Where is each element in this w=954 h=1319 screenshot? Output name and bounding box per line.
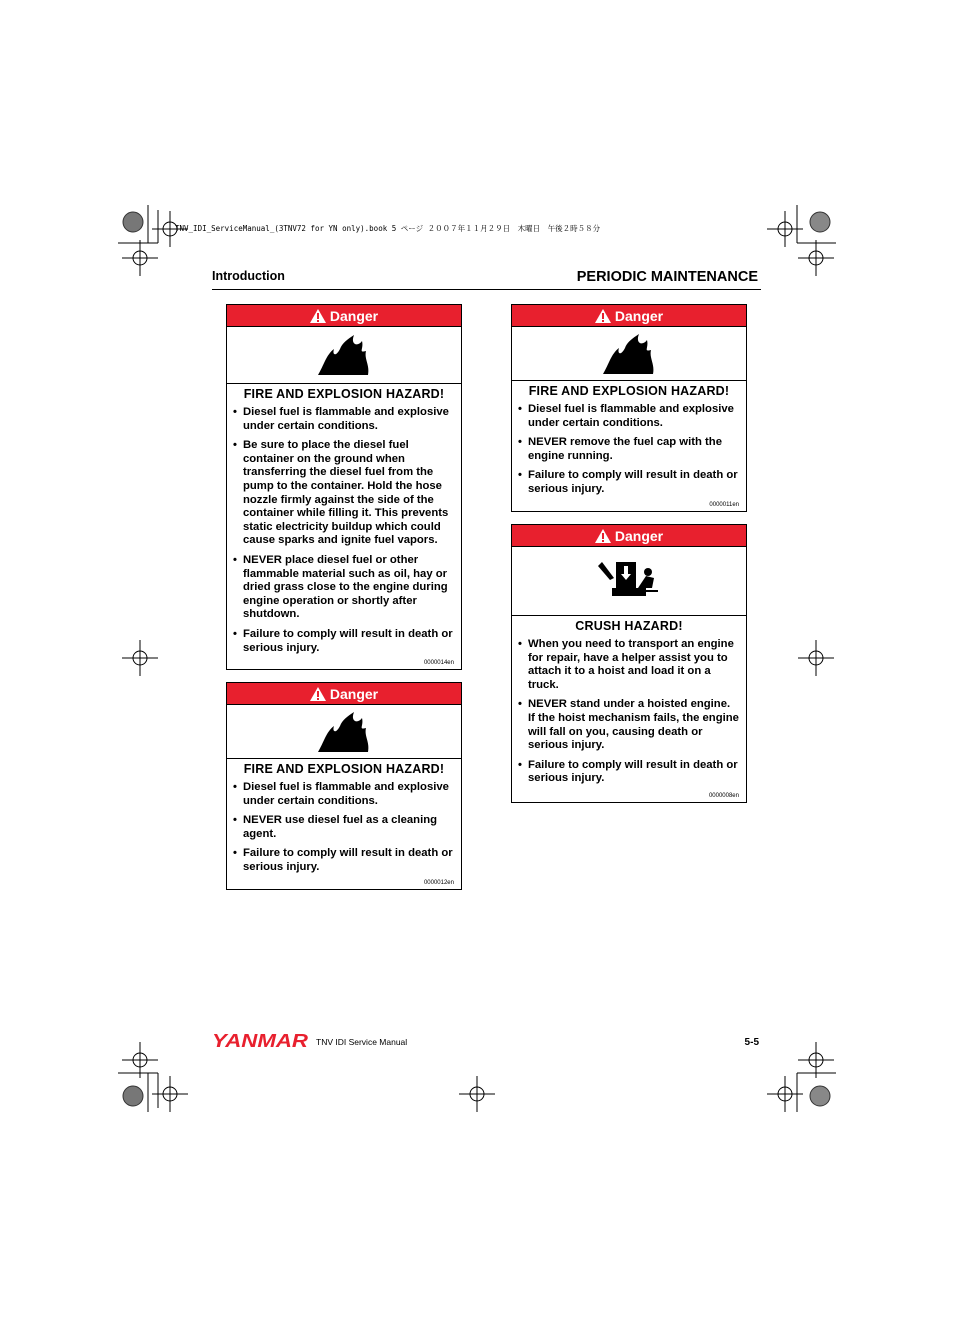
manual-title: TNV IDI Service Manual [316, 1037, 408, 1047]
list-item: • NEVER stand under a hoisted engine. If the hoist mechanism fails, the engine will fall on you, causing death or serious injury. [520, 698, 740, 752]
signal-word: Danger [329, 685, 379, 702]
hazard-title: FIRE AND EXPLOSION HAZARD! [243, 387, 445, 401]
print-info-line: TNV_IDI_ServiceManual_(3TNV72 for YN only).book 5 ページ ２００７年１１月２９日 木曜日 午後２時５８分 [175, 224, 601, 233]
list-item: • NEVER place diesel fuel or other flammable material such as oil, hay or dried grass close to the engine during engine operation or shortly after shutdown. [235, 554, 455, 622]
danger-banner [512, 525, 746, 546]
chapter-title: PERIODIC MAINTENANCE [576, 269, 758, 285]
warning-icon [310, 687, 326, 701]
label-code: 0000014en [423, 660, 454, 666]
list-item: • Failure to comply will result in death or serious injury. [520, 469, 740, 496]
fire-icon [318, 712, 370, 752]
warning-icon [595, 529, 611, 543]
section-title: Introduction [212, 269, 285, 283]
danger-banner [512, 305, 746, 326]
danger-banner [227, 305, 461, 326]
warning-icon [595, 309, 611, 323]
list-item: • Failure to comply will result in death or serious injury. [235, 628, 455, 655]
list-item: • Diesel fuel is flammable and explosive under certain conditions. [235, 781, 455, 808]
bullet-list [512, 638, 746, 786]
list-item: • Diesel fuel is flammable and explosive under certain conditions. [520, 403, 740, 430]
pictogram-area [227, 704, 461, 759]
bullet-list [227, 781, 461, 875]
list-item: • NEVER use diesel fuel as a cleaning agent. [235, 814, 455, 841]
hazard-title: FIRE AND EXPLOSION HAZARD! [243, 762, 445, 776]
list-item: • Failure to comply will result in death or serious injury. [520, 759, 740, 786]
bullet-list [512, 403, 746, 497]
signal-word: Danger [614, 527, 664, 544]
signal-word: Danger [329, 307, 379, 324]
label-code: 0000008en [708, 793, 739, 799]
warning-icon [310, 309, 326, 323]
pictogram-area [227, 326, 461, 384]
list-item: • Be sure to place the diesel fuel container on the ground when transferring the diesel fuel from the pump to the container. Hold the hose nozzle firmly against the side of the container while filling it. This prevents static electricity buildup which could cause sparks and ignite fuel vapors. [235, 439, 455, 548]
list-item: • When you need to transport an engine for repair, have a helper assist you to attach it to a hoist and load it on a truck. [520, 638, 740, 692]
label-code: 0000012en [423, 880, 454, 886]
list-item: • Diesel fuel is flammable and explosive under certain conditions. [235, 406, 455, 433]
header-rule [212, 289, 761, 290]
danger-label [226, 304, 462, 670]
danger-banner [227, 683, 461, 704]
svg-text:YANMAR: YANMAR [212, 1032, 308, 1049]
hazard-title: CRUSH HAZARD! [575, 619, 683, 633]
signal-word: Danger [614, 307, 664, 324]
list-item: • NEVER remove the fuel cap with the engine running. [520, 436, 740, 463]
hazard-title: FIRE AND EXPLOSION HAZARD! [528, 384, 730, 398]
list-item: • Failure to comply will result in death or serious injury. [235, 847, 455, 874]
fire-icon [318, 335, 370, 375]
danger-label [511, 524, 747, 803]
bullet-list [227, 406, 461, 655]
pictogram-area [512, 326, 746, 381]
crush-icon [598, 558, 660, 604]
danger-label [226, 682, 462, 890]
label-code: 0000011en [709, 502, 739, 508]
fire-icon [603, 334, 655, 374]
pictogram-area [512, 546, 746, 616]
yanmar-logo [212, 1032, 310, 1049]
page-number: 5-5 [744, 1037, 759, 1048]
danger-label [511, 304, 747, 512]
